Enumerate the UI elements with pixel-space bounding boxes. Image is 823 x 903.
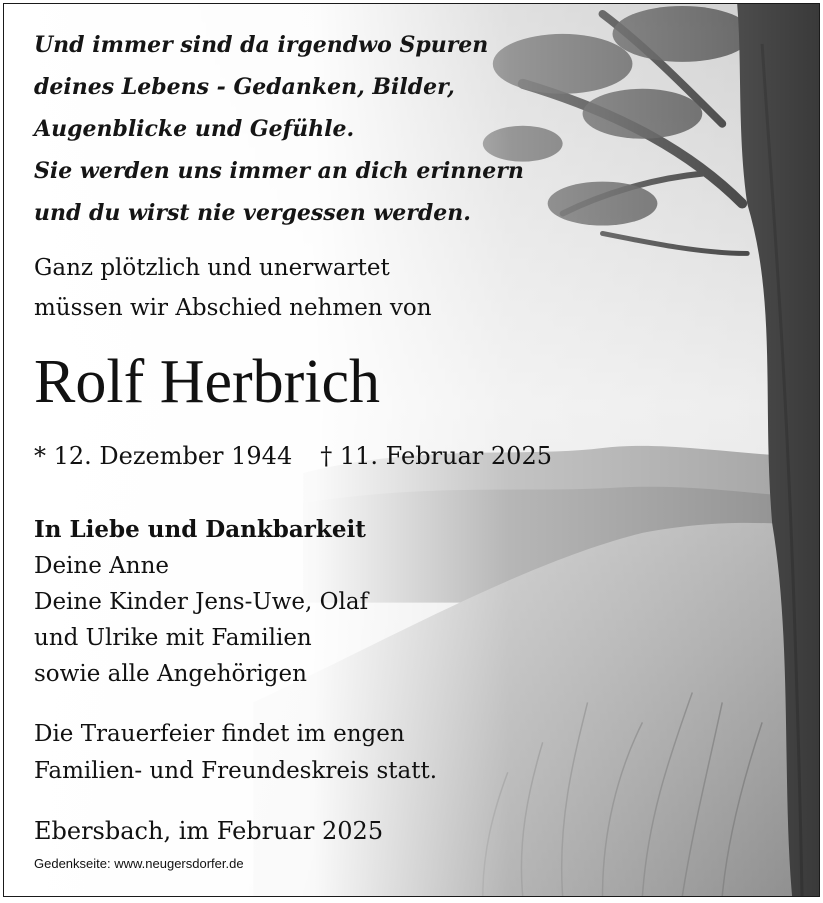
poem-line: Und immer sind da irgendwo Spuren bbox=[34, 32, 489, 58]
mourner-line: und Ulrike mit Familien bbox=[34, 625, 312, 651]
memorial-poem bbox=[34, 24, 524, 234]
mourner-line: Deine Kinder Jens-Uwe, Olaf bbox=[34, 589, 369, 615]
service-line: Familien- und Freundeskreis statt. bbox=[34, 758, 438, 784]
birth-date: * 12. Dezember 1944 bbox=[34, 442, 293, 470]
memorial-page-link[interactable]: Gedenkseite: www.neugersdorfer.de bbox=[34, 856, 244, 871]
life-dates bbox=[34, 434, 552, 478]
mourners-heading: In Liebe und Dankbarkeit bbox=[34, 516, 366, 543]
intro-text bbox=[34, 248, 432, 328]
mourners-block bbox=[34, 512, 368, 692]
poem-line: Sie werden uns immer an dich erinnern bbox=[34, 158, 524, 184]
deceased-name: Rolf Herbrich bbox=[34, 348, 381, 416]
poem-line: und du wirst nie vergessen werden. bbox=[34, 200, 471, 226]
place-and-date: Ebersbach, im Februar 2025 bbox=[34, 817, 384, 845]
intro-line: müssen wir Abschied nehmen von bbox=[34, 295, 432, 321]
poem-line: Augenblicke und Gefühle. bbox=[34, 116, 355, 142]
death-date: † 11. Februar 2025 bbox=[320, 442, 552, 470]
mourner-line: Deine Anne bbox=[34, 553, 169, 579]
poem-line: deines Lebens - Gedanken, Bilder, bbox=[34, 74, 455, 100]
service-line: Die Trauerfeier findet im engen bbox=[34, 721, 405, 747]
intro-line: Ganz plötzlich und unerwartet bbox=[34, 255, 390, 281]
funeral-service-note bbox=[34, 716, 437, 790]
mourner-line: sowie alle Angehörigen bbox=[34, 661, 307, 687]
obituary-notice bbox=[3, 3, 820, 897]
